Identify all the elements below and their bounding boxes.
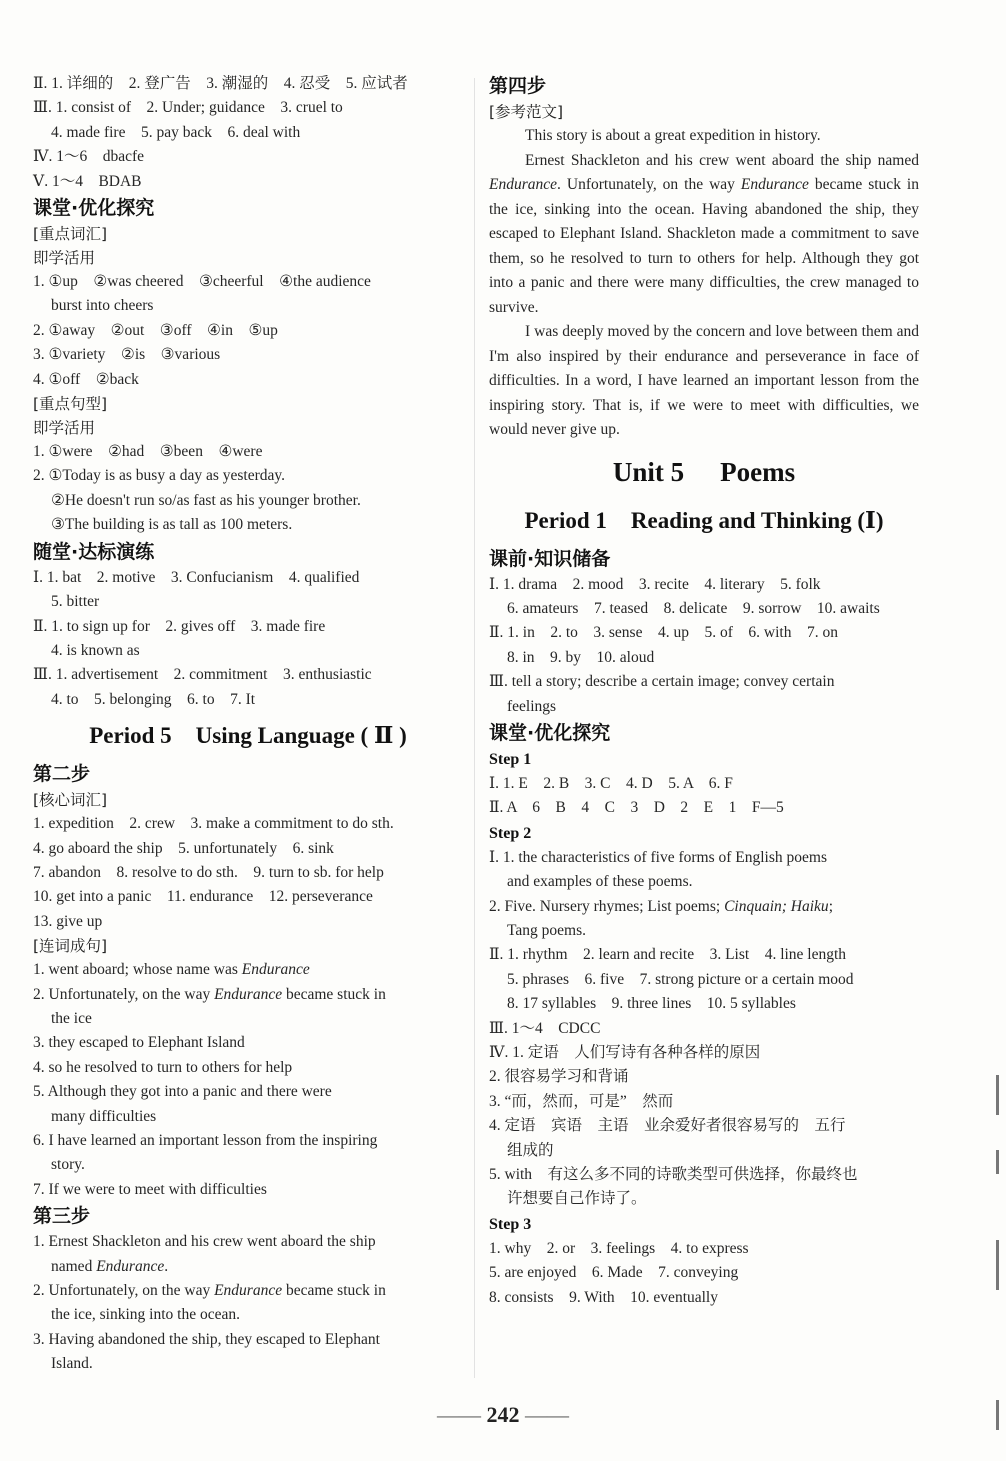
- step-title: 第四步: [489, 75, 547, 97]
- answer-line: 8. in 9. by 10. aloud: [507, 648, 655, 666]
- column-divider: [474, 78, 475, 1378]
- subsection-bracket: [重点句型]: [33, 395, 108, 414]
- answer-line: 4. made fire 5. pay back 6. deal with: [51, 123, 301, 141]
- answer-line: Ⅲ. tell a story; describe a certain image; convey certain: [489, 673, 835, 691]
- unit-number: Unit 5: [612, 456, 685, 487]
- answer-line: Island.: [51, 1355, 93, 1373]
- text-run: named: [51, 1257, 97, 1275]
- subsection-bracket: [重点词汇]: [33, 225, 108, 244]
- answer-line: 4. 定语 宾语 主语 业余爱好者很容易写的 五行: [489, 1117, 846, 1135]
- answer-line: 1. expedition 2. crew 3. make a commitment to do sth.: [33, 815, 394, 833]
- answer-line: Ⅱ. 1. rhythm 2. learn and recite 3. List 4. line length: [489, 946, 847, 964]
- answer-line: Ⅳ. 1. 定语 人们写诗有各种各样的原因: [489, 1044, 761, 1061]
- answer-line: Ⅳ. 1～6 dbacfe: [33, 148, 145, 166]
- answer-line: 6. I have learned an important lesson from the inspiring: [33, 1132, 378, 1149]
- answer-line: [33, 1279, 463, 1303]
- answer-line: 10. get into a panic 11. endurance 12. perseverance: [33, 888, 373, 906]
- answer-line: Ⅰ. 1. drama 2. mood 3. recite 4. literary 5. folk: [489, 575, 821, 593]
- answer-line: Ⅲ. 1. consist of 2. Under; guidance 3. cruel to: [33, 99, 343, 117]
- ship-name: Endurance: [489, 176, 558, 193]
- section-title: 随堂·达标演练: [33, 540, 155, 563]
- text-run: became stuck in: [282, 1282, 386, 1300]
- poem-forms: Cinquain; Haiku: [724, 897, 829, 915]
- answer-line: Tang poems.: [507, 921, 586, 939]
- ship-name: Endurance: [214, 1282, 283, 1300]
- answer-line: Ⅱ. 1. to sign up for 2. gives off 3. made fire: [33, 617, 326, 635]
- answer-line: the ice: [51, 1009, 92, 1027]
- answer-line: 5. Although they got into a panic and there were: [33, 1083, 332, 1101]
- answer-line: Ⅲ. 1～4 CDCC: [489, 1019, 601, 1037]
- answer-line: 2. ①away ②out ③off ④in ⑤up: [33, 321, 278, 339]
- sample-essay: [489, 124, 919, 443]
- answer-line: [33, 983, 463, 1007]
- answer-line: 5. phrases 6. five 7. strong picture or a certain mood: [507, 970, 854, 988]
- step-label: Step 3: [489, 1215, 532, 1233]
- answer-line: 1. Ernest Shackleton and his crew went aboard the ship: [33, 1233, 376, 1251]
- answer-line: [33, 1255, 463, 1279]
- answer-line: 7. If we were to meet with difficulties: [33, 1180, 267, 1198]
- text-run: 1. went aboard; whose name was: [33, 961, 242, 979]
- scan-edge-mark: [996, 1150, 999, 1174]
- subsection-bracket: [核心词汇]: [33, 791, 108, 810]
- section-title: 课堂·优化探究: [33, 197, 155, 220]
- answer-line: ②He doesn't run so/as fast as his younger brother.: [51, 491, 361, 509]
- step-title: 第三步: [33, 1205, 91, 1228]
- answer-line: 1. ①were ②had ③been ④were: [33, 443, 263, 461]
- answer-line: 7. abandon 8. resolve to do sth. 9. turn to sb. for help: [33, 863, 384, 881]
- answer-line: 3. ①variety ②is ③various: [33, 346, 221, 364]
- scan-edge-mark: [996, 1240, 999, 1290]
- answer-line: Ⅱ. 1. 详细的 2. 登广告 3. 潮湿的 4. 忍受 5. 应试者: [33, 75, 408, 92]
- answer-line: Ⅱ. 1. in 2. to 3. sense 4. up 5. of 6. with 7. on: [489, 624, 838, 642]
- page-number-value: 242: [486, 1402, 520, 1427]
- answer-line: 5. with 有这么多不同的诗歌类型可供选择，你最终也: [489, 1166, 858, 1184]
- answer-line: the ice, sinking into the ocean.: [51, 1306, 240, 1324]
- answer-line: 5. are enjoyed 6. Made 7. conveying: [489, 1264, 739, 1282]
- unit-title: Poems: [720, 456, 796, 487]
- ship-name: Endurance: [96, 1257, 165, 1275]
- step-label: Step 2: [489, 824, 532, 842]
- answer-line: 1. ①up ②was cheered ③cheerful ④the audience: [33, 273, 371, 291]
- answer-line: Ⅴ. 1～4 BDAB: [33, 172, 142, 190]
- essay-paragraph: This story is about a great expedition in history.: [525, 127, 821, 144]
- scan-edge-mark: [996, 1075, 999, 1115]
- right-column: [489, 72, 919, 1310]
- answer-line: 组成的: [507, 1141, 554, 1159]
- answer-line: 4. is known as: [51, 641, 140, 659]
- text-run: ;: [828, 897, 833, 915]
- subsection-bracket: [连词成句]: [33, 937, 108, 956]
- essay-paragraph: [489, 149, 919, 321]
- answer-line: many difficulties: [51, 1107, 157, 1125]
- left-column: [33, 72, 463, 1377]
- ship-name: Endurance: [241, 961, 310, 979]
- answer-line: story.: [51, 1156, 85, 1174]
- answer-line: 4. to 5. belonging 6. to 7. It: [51, 690, 256, 708]
- answer-line: Ⅲ. 1. advertisement 2. commitment 3. enthusiastic: [33, 666, 372, 684]
- answer-line: 4. go aboard the ship 5. unfortunately 6. sink: [33, 839, 334, 857]
- answer-line: 1. why 2. or 3. feelings 4. to express: [489, 1239, 749, 1257]
- answer-line: 8. 17 syllables 9. three lines 10. 5 syllables: [507, 995, 796, 1013]
- unit-heading: [489, 449, 919, 495]
- text-run: became stuck in the ice, sinking into the ocean. Having abandoned the ship, they escaped to Elephant Island. Shackleton made a commitment to save them, so he resolved to turn to others for help. Although they got into a panic and there were many difficulties, the crew managed to survive.: [489, 176, 919, 316]
- period-heading: [489, 501, 919, 541]
- text-run: 2. Five. Nursery rhymes; List poems;: [489, 897, 725, 915]
- answer-line: [489, 895, 919, 919]
- subsection-label: 即学活用: [33, 249, 96, 268]
- step-label: Step 1: [489, 750, 532, 768]
- step-title: 第二步: [33, 763, 91, 786]
- period-title: Reading and Thinking (Ⅰ): [630, 507, 884, 533]
- text-run: Ernest Shackleton and his crew went aboard the ship named: [525, 151, 919, 169]
- answer-line: feelings: [507, 697, 557, 715]
- period-title: Using Language ( Ⅱ ): [195, 723, 407, 749]
- answer-line: 4. so he resolved to turn to others for help: [33, 1058, 293, 1076]
- answer-line: 4. ①off ②back: [33, 370, 139, 388]
- answer-line: Ⅱ. A 6 B 4 C 3 D 2 E 1 F—5: [489, 799, 784, 817]
- answer-line: and examples of these poems.: [507, 873, 693, 891]
- answer-line: 2. ①Today is as busy a day as yesterday.: [33, 467, 285, 485]
- answer-line: Ⅰ. 1. E 2. B 3. C 4. D 5. A 6. F: [489, 774, 733, 792]
- answer-line: 13. give up: [33, 912, 103, 930]
- answer-line: Ⅰ. 1. bat 2. motive 3. Confucianism 4. qualified: [33, 568, 360, 586]
- scan-edge-mark: [996, 1400, 999, 1430]
- answer-line: 8. consists 9. With 10. eventually: [489, 1288, 718, 1306]
- period-number: Period 1: [524, 507, 607, 533]
- answer-line: 3. “而，然而，可是” 然而: [489, 1092, 674, 1110]
- subsection-bracket: [参考范文]: [489, 103, 564, 121]
- answer-line: 3. they escaped to Elephant Island: [33, 1034, 245, 1052]
- ship-name: Endurance: [214, 985, 283, 1003]
- answer-line: 许想要自己作诗了。: [507, 1190, 647, 1208]
- ship-name: Endurance: [740, 176, 809, 193]
- period-number: Period 5: [89, 723, 172, 749]
- section-title: 课前·知识储备: [489, 547, 611, 570]
- answer-line: 3. Having abandoned the ship, they escaped to Elephant: [33, 1330, 380, 1348]
- answer-line: 6. amateurs 7. teased 8. delicate 9. sorrow 10. awaits: [507, 599, 880, 617]
- subsection-label: 即学活用: [33, 419, 96, 438]
- essay-paragraph: I was deeply moved by the concern and love between them and I'm also inspired by their endurance and perseverance in face of difficulties. In a word, I have learned an important lesson from the inspiring story. That is, if we were to meet with difficulties, we would never give up.: [489, 323, 919, 438]
- page-number: —— 242 ——: [437, 1402, 569, 1427]
- section-title: 课堂·优化探究: [489, 721, 611, 744]
- answer-line: ③The building is as tall as 100 meters.: [51, 516, 293, 534]
- answer-line: [33, 958, 463, 982]
- text-run: .: [164, 1257, 169, 1275]
- answer-line: burst into cheers: [51, 297, 154, 315]
- text-run: . Unfortunately, on the way: [557, 176, 741, 193]
- text-run: 2. Unfortunately, on the way: [33, 985, 215, 1003]
- answer-line: 2. 很容易学习和背诵: [489, 1068, 629, 1086]
- period-heading: [33, 716, 463, 756]
- text-run: 2. Unfortunately, on the way: [33, 1282, 215, 1300]
- answer-line: 5. bitter: [51, 593, 100, 611]
- answer-line: Ⅰ. 1. the characteristics of five forms of English poems: [489, 848, 827, 866]
- text-run: became stuck in: [282, 985, 386, 1003]
